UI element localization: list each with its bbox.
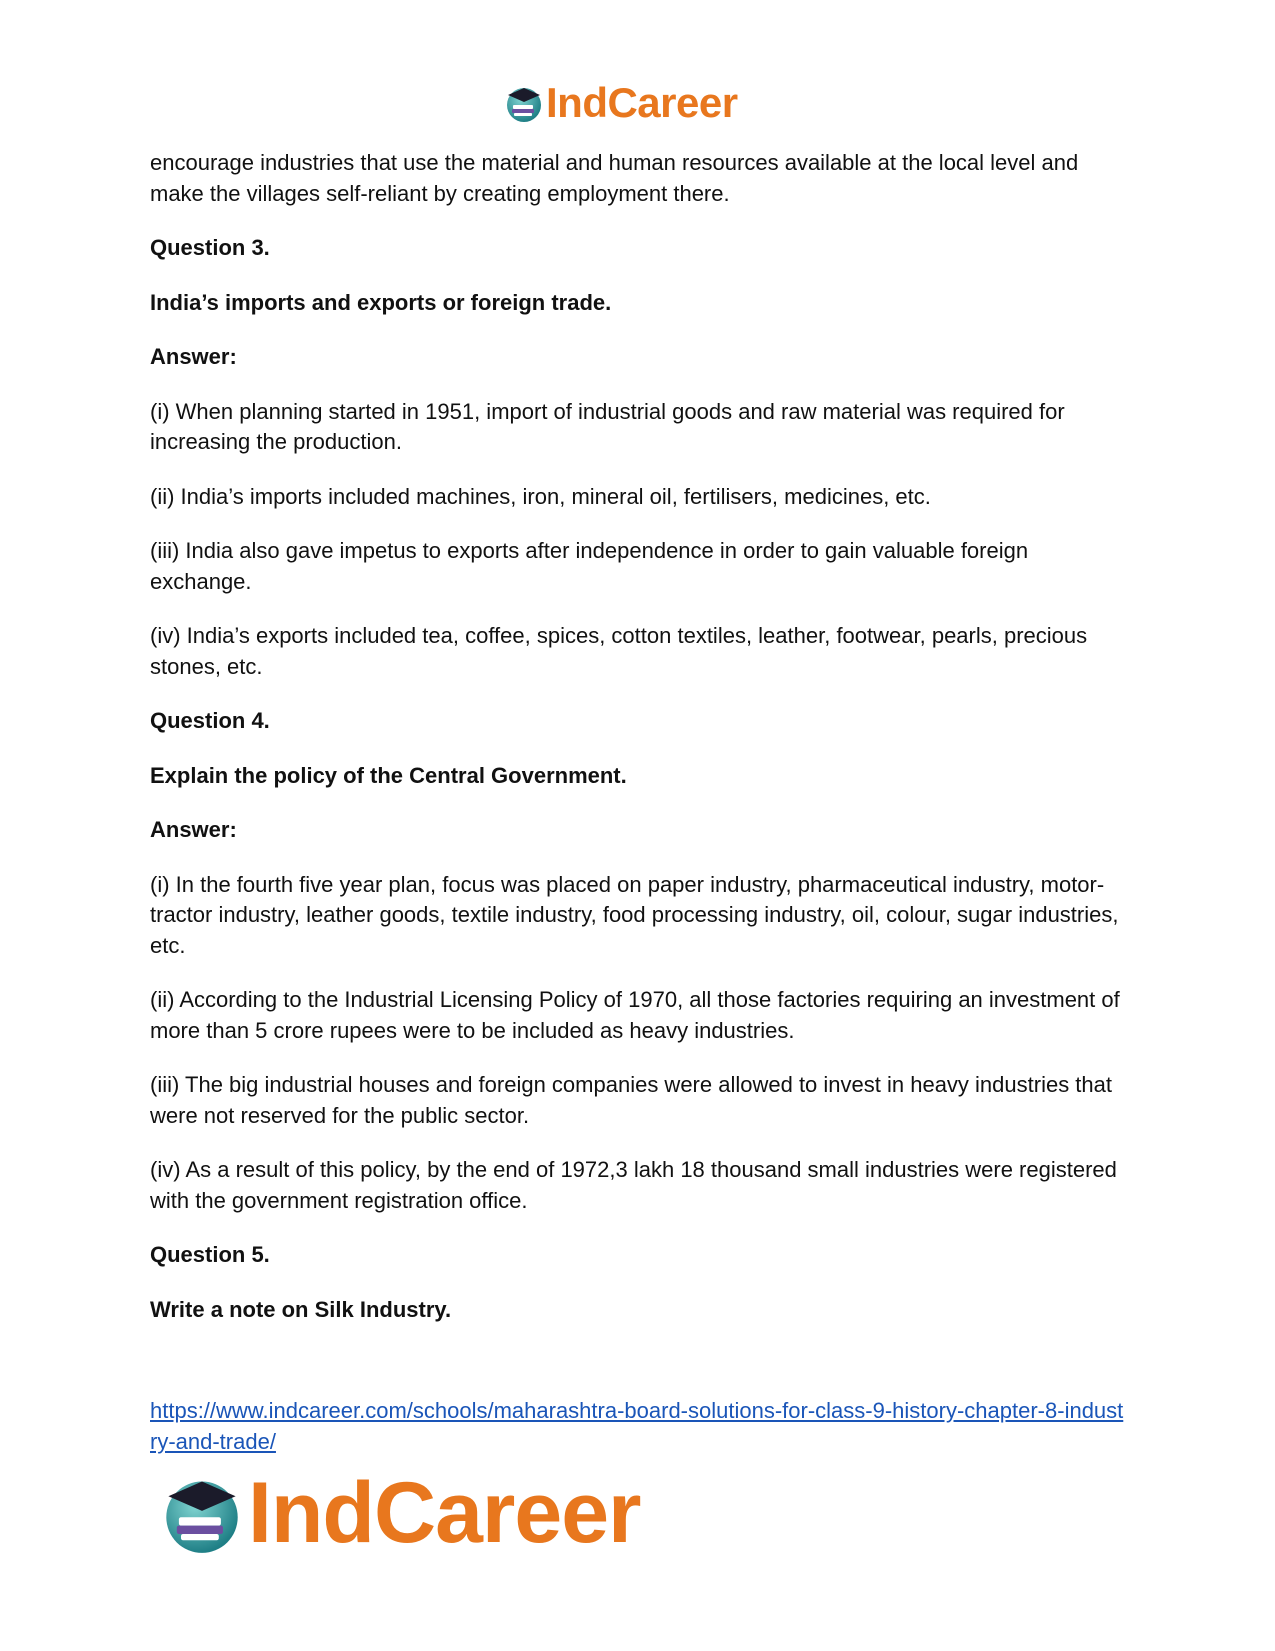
intro-paragraph: encourage industries that use the material and human resources available at the local level and make the villages self-reliant by creating employment there. (150, 150, 1079, 206)
graduation-globe-icon (504, 83, 544, 123)
question-5-label: Question 5. (150, 1242, 270, 1267)
answer-point: (iv) India’s exports included tea, coffee, spices, cotton textiles, leather, footwear, pearls, precious stones, etc. (150, 623, 1088, 679)
header-logo (504, 80, 738, 126)
question-3-answer-label: Answer: (150, 344, 237, 369)
footer-logo (160, 1465, 641, 1561)
question-4-label: Question 4. (150, 708, 270, 733)
answer-point: (iii) The big industrial houses and foreign companies were allowed to invest in heavy industries that were not reserved for the public sector. (150, 1072, 1113, 1128)
question-3-text: India’s imports and exports or foreign trade. (150, 289, 612, 315)
answer-point: (i) In the fourth five year plan, focus was placed on paper industry, pharmaceutical industry, motor-tractor industry, leather goods, textile industry, food processing industry, oil, colour, sugar industries, etc. (150, 871, 1119, 958)
question-5-text: Write a note on Silk Industry. (150, 1296, 452, 1322)
graduation-globe-icon (160, 1471, 244, 1555)
answer-point: (ii) India’s imports included machines, iron, mineral oil, fertilisers, medicines, etc. (150, 483, 931, 509)
header-logo-text: IndCareer (546, 79, 738, 126)
source-link[interactable]: https://www.indcareer.com/schools/maharashtra-board-solutions-for-class-9-history-chapter-8-industry-and-trade/ (150, 1398, 1124, 1454)
answer-point: (ii) According to the Industrial Licensing Policy of 1970, all those factories requiring an investment of more than 5 crore rupees were to be included as heavy industries. (150, 987, 1120, 1043)
source-link-block (150, 1396, 1130, 1457)
answer-point: (iv) As a result of this policy, by the end of 1972,3 lakh 18 thousand small industries were registered with the government registration office. (150, 1157, 1117, 1213)
footer-logo-text: IndCareer (248, 1465, 641, 1561)
document-body (150, 148, 1130, 1349)
answer-point: (iii) India also gave impetus to exports after independence in order to gain valuable foreign exchange. (150, 538, 1029, 594)
question-4-text: Explain the policy of the Central Government. (150, 762, 627, 788)
answer-point: (i) When planning started in 1951, import of industrial goods and raw material was required for increasing the production. (150, 398, 1065, 454)
question-4-answer-label: Answer: (150, 817, 237, 842)
question-3-label: Question 3. (150, 235, 270, 260)
